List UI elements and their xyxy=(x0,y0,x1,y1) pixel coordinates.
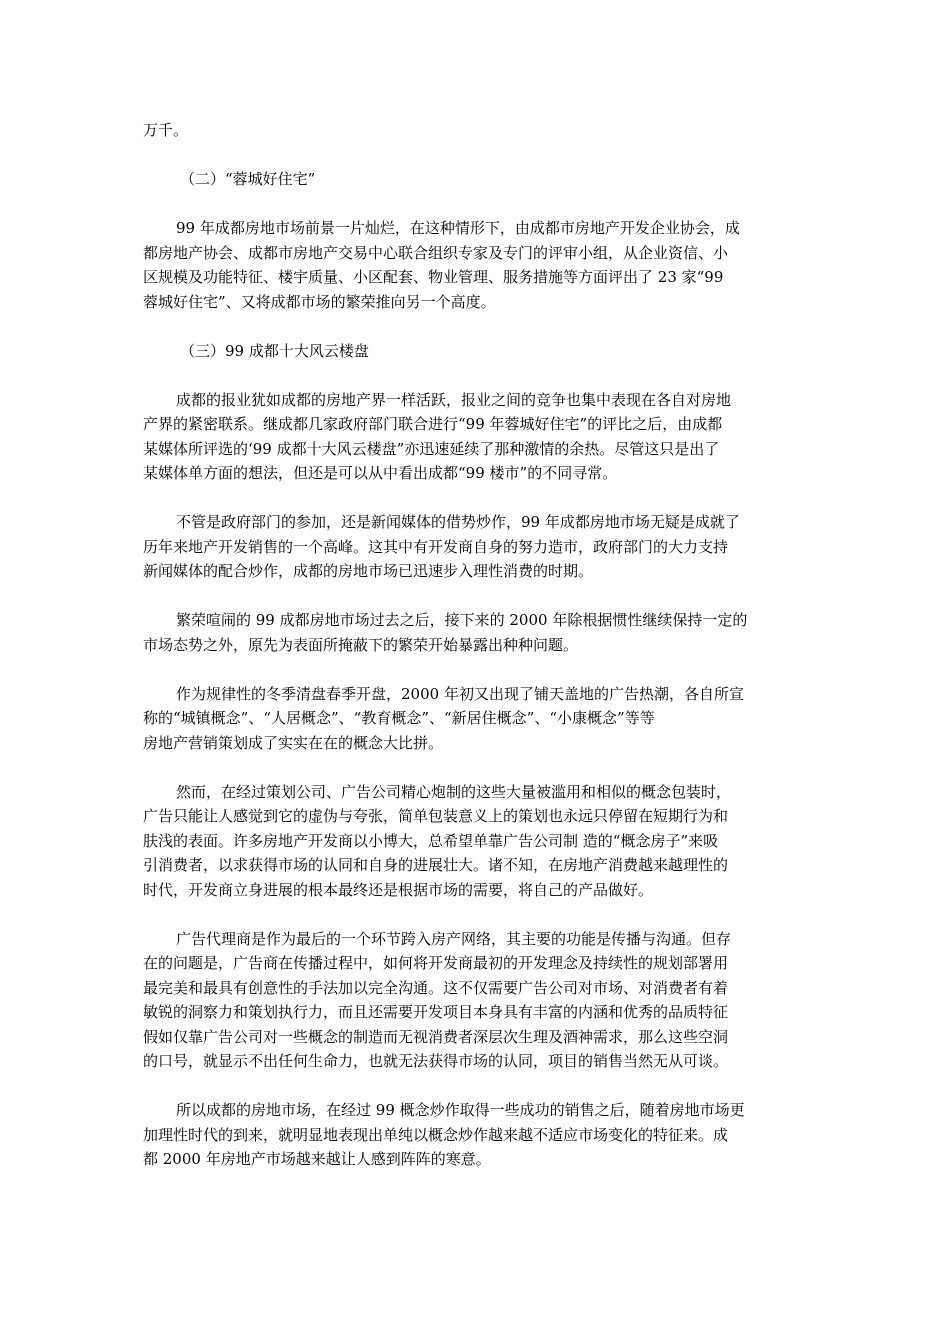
paragraph-line: 都房地产协会、成都市房地产交易中心联合组织专家及专门的评审小组，从企业资信、小 xyxy=(143,243,729,262)
paragraph-line: 广告代理商是作为最后的一个环节跨入房产网络，其主要的功能是传播与沟通。但存 xyxy=(176,929,732,948)
paragraph-line: 市场态势之外，原先为表面所掩蔽下的繁荣开始暴露出种种问题。 xyxy=(143,635,579,654)
paragraph-line: 某媒体单方面的想法，但还是可以从中看出成都“99 楼市”的不同寻常。 xyxy=(143,464,618,482)
paragraph-line: 某媒体所评选的‘99 成都十大风云楼盘”亦迅速延续了那种激情的余热。尽管这只是出了 xyxy=(143,439,720,458)
section-heading-3: （三）99 成都十大风云楼盘 xyxy=(180,341,369,360)
paragraph-line: 作为规律性的冬季清盘春季开盘，2000 年初又出现了铺天盖地的广告热潮，各自所宣 xyxy=(176,684,744,703)
paragraph-line: 繁荣喧闹的 99 成都房地市场过去之后，接下来的 2000 年除根据惯性继续保持一定的 xyxy=(176,611,748,629)
paragraph-line: 敏锐的洞察力和策划执行力，而且还需要开发项目本身具有丰富的内涵和优秀的品质特征 xyxy=(143,1003,729,1021)
paragraph-line: 最完美和最具有创意性的手法加以完全沟通。这不仅需要广告公司对市场、对消费者有着 xyxy=(143,978,729,997)
paragraph-line: 假如仅靠广告公司对一些概念的制造而无视消费者深层次生理及酒神需求，那么这些空洞 xyxy=(143,1027,729,1046)
paragraph-line: 成都的报业犹如成都的房地产界一样活跃，报业之间的竞争也集中表现在各自对房地 xyxy=(176,390,732,409)
paragraph-line: 加理性时代的到来，就明显地表现出单纯以概念炒作越来越不适应市场变化的特征来。成 xyxy=(143,1125,729,1144)
paragraph-line: 区规模及功能特征、楼宇质量、小区配套、物业管理、服务措施等方面评出了 23 家“99 xyxy=(143,268,724,286)
paragraph-2 xyxy=(143,388,807,486)
paragraph-5 xyxy=(143,682,807,756)
paragraph-6 xyxy=(143,780,807,903)
paragraph-line: 肤浅的表面。许多房地产开发商以小博大，总希望单靠广告公司制 造的“概念房子”来吸 xyxy=(143,831,719,850)
paragraph-1 xyxy=(143,216,807,314)
paragraph-line: 的口号，就显示不出任何生命力，也就无法获得市场的认同，项目的销售当然无从可谈。 xyxy=(143,1052,729,1070)
paragraph-line: 在的问题是，广告商在传播过程中，如何将开发商最初的开发理念及持续性的规划部署用 xyxy=(143,954,729,972)
paragraph-line: 然而，在经过策划公司、广告公司精心炮制的这些大量被滥用和相似的概念包装时， xyxy=(176,782,732,801)
paragraph-line: 所以成都的房地市场，在经过 99 概念炒作取得一些成功的销售之后，随着房地市场更 xyxy=(176,1101,745,1119)
paragraph-line: 历年来地产开发销售的一个高峰。这其中有开发商自身的努力造市，政府部门的大力支持 xyxy=(143,537,729,556)
paragraph-line: 99 年成都房地市场前景一片灿烂，在这种情形下，由成都市房地产开发企业协会，成 xyxy=(176,219,740,237)
paragraph-3 xyxy=(143,510,807,584)
paragraph-line: 引消费者，以求获得市场的认同和自身的进展壮大。诸不知，在房地产消费越来越理性的 xyxy=(143,856,729,874)
paragraph-line: 都 2000 年房地产市场越来越让人感到阵阵的寒意。 xyxy=(143,1150,491,1168)
paragraph-line: 房地产营销策划成了实实在在的概念大比拼。 xyxy=(143,733,444,752)
paragraph-line: 称的“城镇概念”、“人居概念”、“教育概念”、“新居住概念”、“小康概念”等等 xyxy=(143,709,655,727)
paragraph-line: 广告只能让人感觉到它的虚伪与夸张，简单包装意义上的策划也永远只停留在短期行为和 xyxy=(143,807,729,825)
paragraph-line: 时代，开发商立身进展的根本最终还是根据市场的需要，将自己的产品做好。 xyxy=(143,880,654,899)
paragraph-line: 产界的紧密联系。继成都几家政府部门联合进行“99 年蓉城好住宅”的评比之后，由成都 xyxy=(143,415,723,433)
paragraph-8 xyxy=(143,1098,807,1172)
intro-line: 万千。 xyxy=(143,121,189,139)
section-heading-2: （二）“蓉城好住宅” xyxy=(180,170,316,188)
paragraph-7 xyxy=(143,927,807,1074)
document-body xyxy=(143,118,807,1172)
paragraph-line: 蓉城好住宅”、又将成都市场的繁荣推向另一个高度。 xyxy=(143,292,496,311)
paragraph-4 xyxy=(143,608,807,657)
paragraph-line: 不管是政府部门的参加，还是新闻媒体的借势炒作，99 年成都房地市场无疑是成就了 xyxy=(176,513,740,531)
paragraph-line: 新闻媒体的配合炒作，成都的房地市场已迅速步入理性消费的时期。 xyxy=(143,562,594,580)
